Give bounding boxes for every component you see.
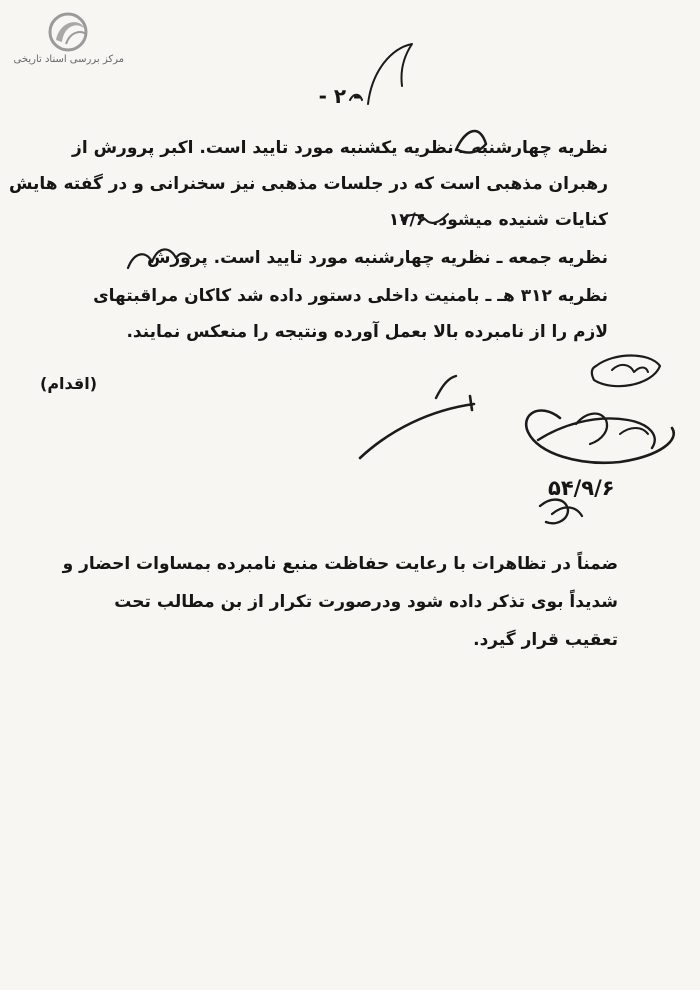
archive-logo-caption: مرکز بررسی اسناد تاریخی	[13, 54, 124, 65]
action-annotation: (اقدام)	[40, 374, 98, 393]
body-line-4: نظریه جمعه ـ نظریه چهارشنبه مورد تایید است. پرورش	[146, 248, 608, 268]
postscript-line-1: ضمناً در تظاهرات با رعایت حفاظت منبع نامبرده بمساوات احضار و	[62, 554, 618, 574]
date-stamp: ۵۴/۹/۶	[548, 476, 615, 500]
postscript-line-2: شدیداً بوی تذکر داده شود ودرصورت تکرار از بن مطالب تحت	[114, 592, 618, 612]
top-pen-stroke	[368, 44, 412, 104]
page-number: - ۲ -	[318, 84, 362, 108]
middle-diagonal-signature	[360, 404, 474, 458]
body-line-5: نظریه ۳۱۲ هـ ـ بامنیت داخلی دستور داده شد کاکان مراقبتهای	[93, 286, 608, 306]
pouresh-handwritten-word	[128, 249, 190, 268]
first-line-handwritten-mark	[456, 131, 486, 152]
body-line-1: نظریه چهارشنبه ـ نظریه یکشنبه مورد تایید است. اکبر پرورش از	[72, 138, 608, 158]
body-line-3: کنایات شنیده میشود. ۱۷/۶	[388, 210, 608, 230]
date-handwritten-mark	[402, 214, 448, 223]
top-right-signature	[592, 356, 660, 387]
body-line-6: لازم را از نامبرده بالا بعمل آورده ونتیجه را منعکس نمایند.	[126, 322, 608, 342]
body-line-2: رهبران مذهبی است که در جلسات مذهبی نیز سخنرانی و در گفته هایش	[8, 174, 608, 194]
top-pen-hook	[350, 95, 362, 100]
postscript-line-3: تعقیب قرار گیرد.	[473, 630, 618, 650]
